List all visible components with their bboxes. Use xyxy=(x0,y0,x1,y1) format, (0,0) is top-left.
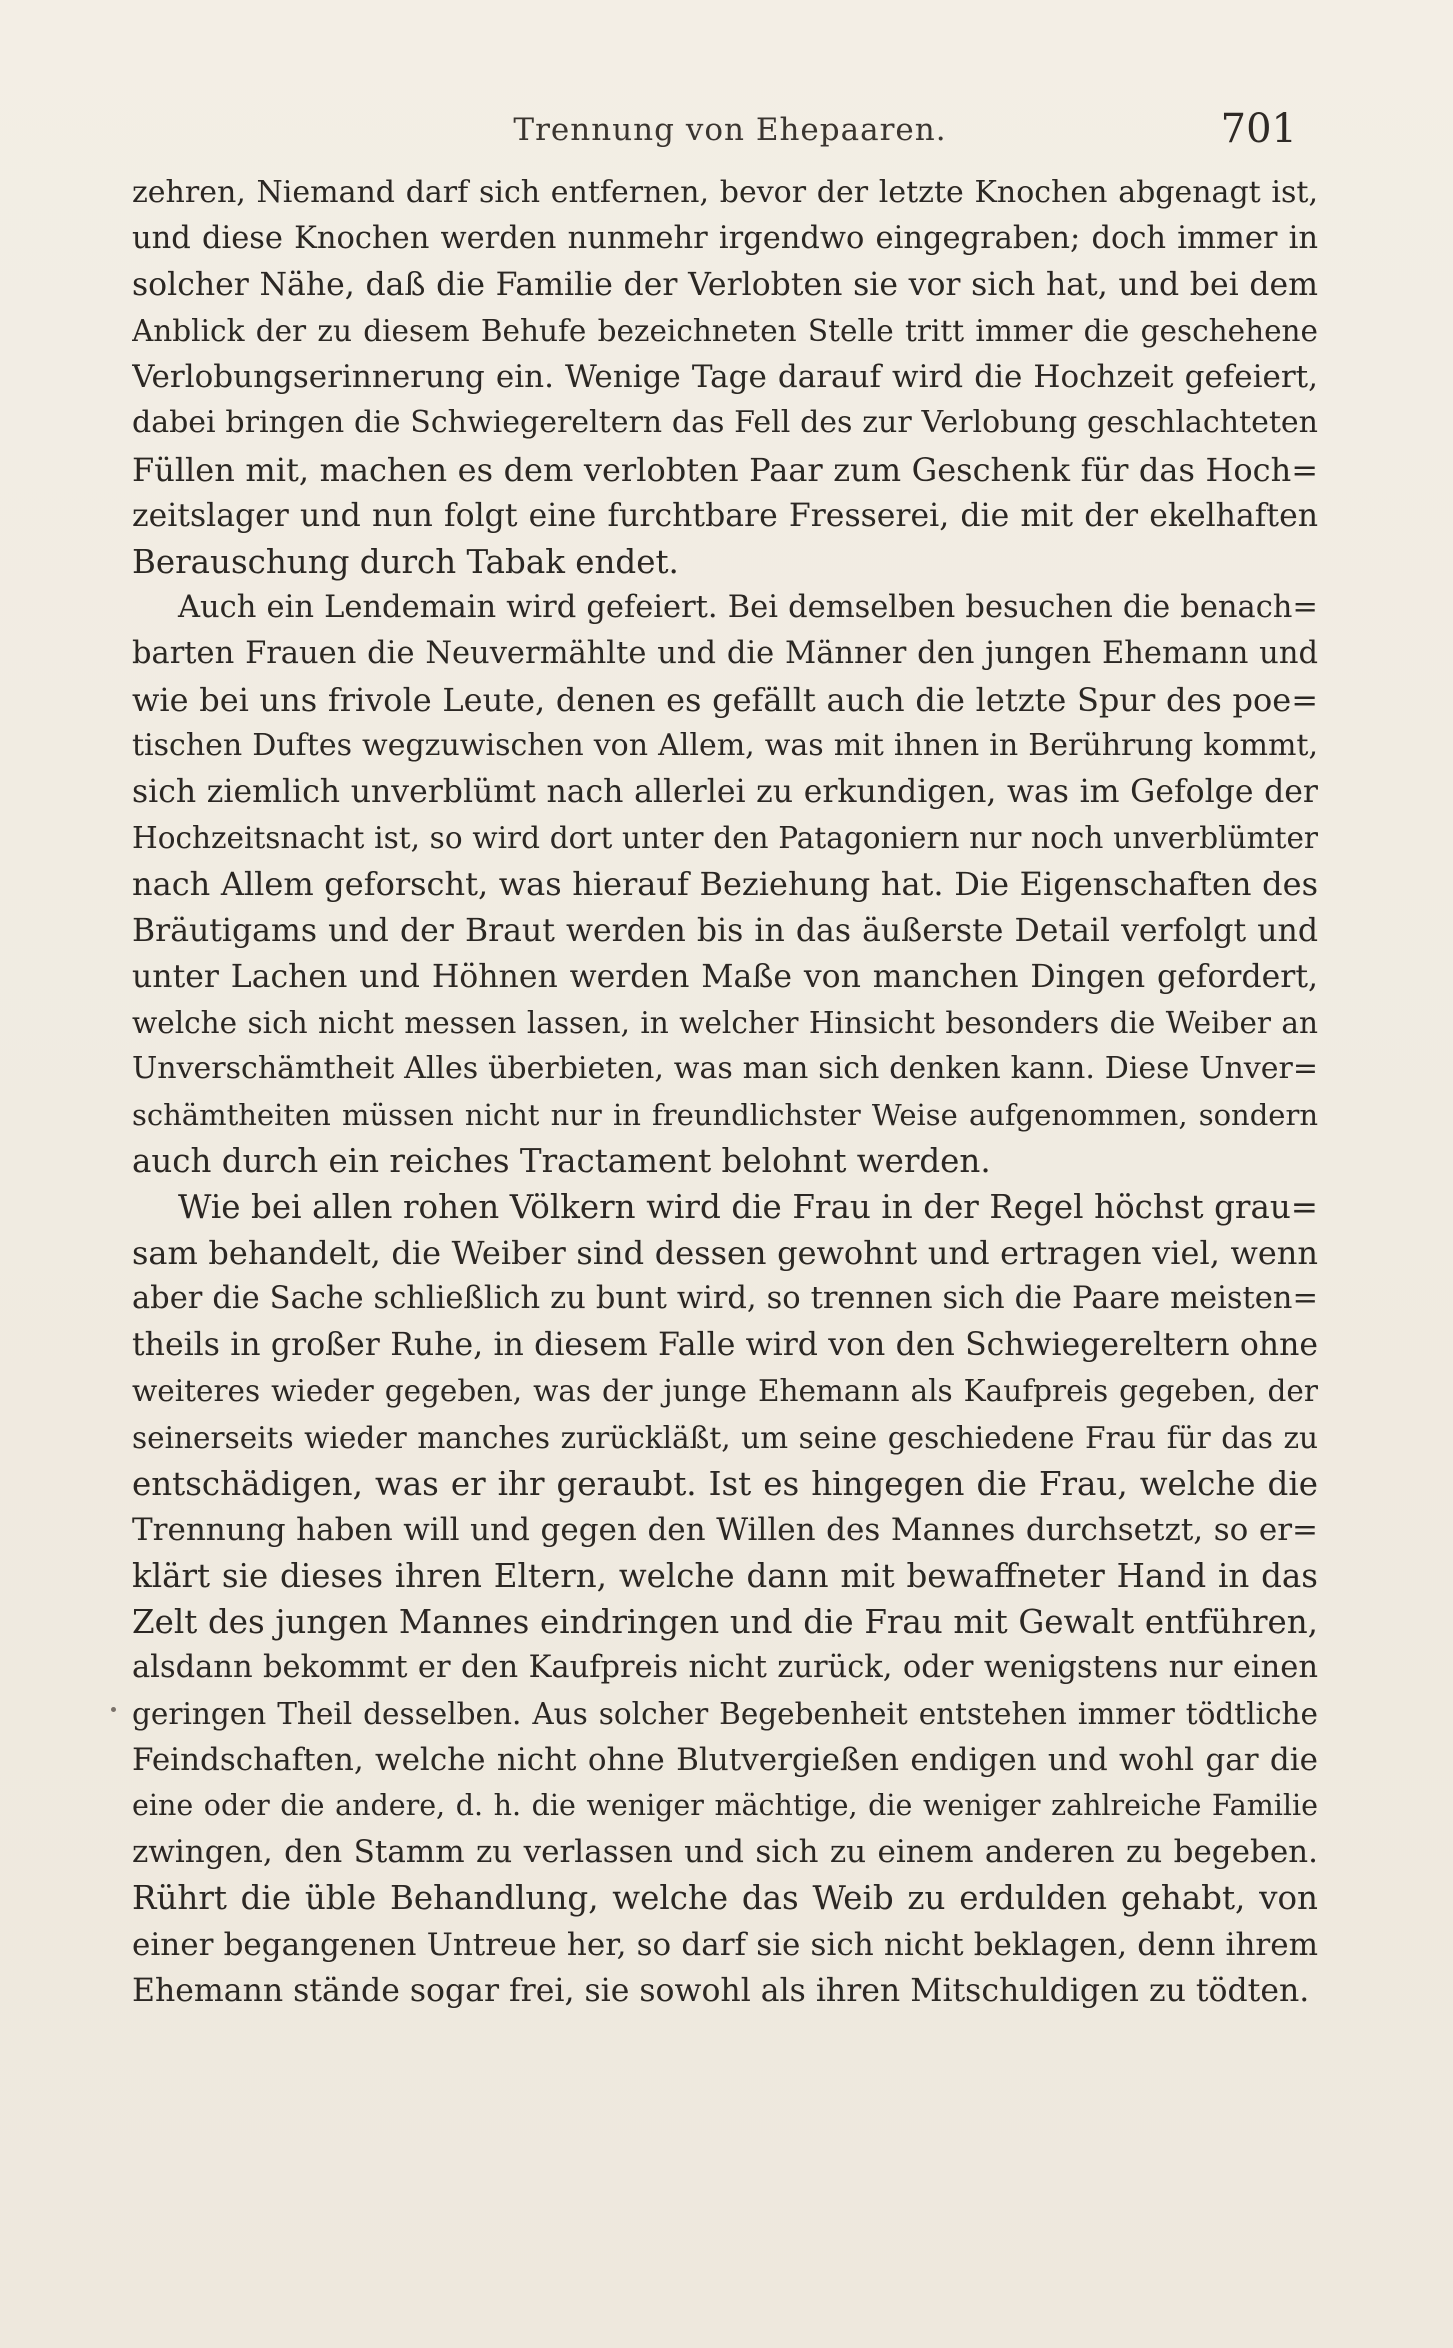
text-line: tischen Duftes wegzuwischen von Allem, was mit ihnen in Berührung kommt, xyxy=(132,728,1318,764)
text-line: Feindschaften, welche nicht ohne Blutvergießen endigen und wohl gar die xyxy=(132,1742,1318,1779)
paragraph-2 xyxy=(132,585,1318,1184)
text-line: theils in großer Ruhe, in diesem Falle wird von den Schwiegereltern ohne xyxy=(132,1327,1318,1364)
text-line: seinerseits wieder manches zurückläßt, um seine geschiedene Frau für das zu xyxy=(132,1420,1318,1455)
paragraph-1 xyxy=(132,170,1318,585)
text-line: Ehemann stände sogar frei, sie sowohl als ihren Mitschuldigen zu tödten. xyxy=(132,1972,1310,2009)
text-line: Verlobungserinnerung ein. Wenige Tage darauf wird die Hochzeit gefeiert, xyxy=(132,359,1318,396)
text-line: schämtheiten müssen nicht nur in freundlichster Weise aufgenommen, sondern xyxy=(132,1097,1318,1132)
text-line: geringen Theil desselben. Aus solcher Begebenheit entstehen immer tödtliche xyxy=(132,1697,1318,1732)
ink-speck xyxy=(111,1707,116,1712)
text-line: dabei bringen die Schwiegereltern das Fell des zur Verlobung geschlachteten xyxy=(132,405,1318,441)
page-number: 701 xyxy=(1220,106,1297,152)
text-line: Berauschung durch Tabak endet. xyxy=(132,542,679,581)
text-line: Auch ein Lendemain wird gefeiert. Bei demselben besuchen die benach= xyxy=(178,589,1318,625)
text-line: zeitslager und nun folgt eine furchtbare Fresserei, die mit der ekelhaften xyxy=(132,497,1318,534)
text-line: alsdann bekommt er den Kaufpreis nicht zurück, oder wenigstens nur einen xyxy=(132,1650,1318,1685)
text-line: zehren, Niemand darf sich entfernen, bevor der letzte Knochen abgenagt ist, xyxy=(132,175,1318,210)
text-line: Hochzeitsnacht ist, so wird dort unter den Patagoniern nur noch unverblümter xyxy=(132,821,1318,856)
running-head-title: Trennung von Ehepaaren. xyxy=(513,112,947,148)
text-line: wie bei uns frivole Leute, denen es gefällt auch die letzte Spur des poe= xyxy=(132,681,1318,720)
text-line: sam behandelt, die Weiber sind dessen gewohnt und ertragen viel, wenn xyxy=(132,1234,1318,1273)
text-line: entschädigen, was er ihr geraubt. Ist es hingegen die Frau, welche die xyxy=(132,1464,1318,1503)
text-line: Anblick der zu diesem Behufe bezeichneten Stelle tritt immer die geschehene xyxy=(132,314,1318,349)
text-line: solcher Nähe, daß die Familie der Verlobten sie vor sich hat, und bei dem xyxy=(132,267,1318,304)
text-line: auch durch ein reiches Tractament belohnt werden. xyxy=(132,1141,991,1180)
text-line: unter Lachen und Höhnen werden Maße von manchen Dingen gefordert, xyxy=(132,958,1318,995)
text-line: barten Frauen die Neuvermählte und die Männer den jungen Ehemann und xyxy=(132,635,1318,671)
text-line: Wie bei allen rohen Völkern wird die Frau in der Regel höchst grau= xyxy=(178,1188,1318,1227)
text-line: und diese Knochen werden nunmehr irgendwo eingegraben; doch immer in xyxy=(132,221,1318,257)
body-text xyxy=(132,170,1318,2014)
text-line: sich ziemlich unverblümt nach allerlei zu erkundigen, was im Gefolge der xyxy=(132,774,1318,811)
text-line: welche sich nicht messen lassen, in welcher Hinsicht besonders die Weiber an xyxy=(132,1005,1318,1040)
text-line: klärt sie dieses ihren Eltern, welche dann mit bewaffneter Hand in das xyxy=(132,1556,1318,1595)
text-line: einer begangenen Untreue her, so darf sie sich nicht beklagen, denn ihrem xyxy=(132,1926,1318,1963)
text-line: weiteres wieder gegeben, was der junge Ehemann als Kaufpreis gegeben, der xyxy=(132,1374,1318,1409)
paragraph-3 xyxy=(132,1184,1318,2014)
text-line: nach Allem geforscht, was hierauf Beziehung hat. Die Eigenschaften des xyxy=(132,865,1318,904)
text-line: eine oder die andere, d. h. die weniger mächtige, die weniger zahlreiche Familie xyxy=(132,1789,1318,1823)
text-line: aber die Sache schließlich zu bunt wird, so trennen sich die Paare meisten= xyxy=(132,1281,1318,1317)
text-line: Zelt des jungen Mannes eindringen und die Frau mit Gewalt entführen, xyxy=(132,1602,1318,1641)
text-line: Bräutigams und der Braut werden bis in das äußerste Detail verfolgt und xyxy=(132,912,1318,949)
text-line: Rührt die üble Behandlung, welche das Weib zu erdulden gehabt, von xyxy=(132,1879,1318,1918)
text-line: zwingen, den Stamm zu verlassen und sich zu einem anderen zu begeben. xyxy=(132,1834,1318,1871)
text-line: Unverschämtheit Alles überbieten, was man sich denken kann. Diese Unver= xyxy=(132,1050,1318,1086)
text-line: Füllen mit, machen es dem verlobten Paar zum Geschenk für das Hoch= xyxy=(132,450,1318,489)
text-line: Trennung haben will und gegen den Willen des Mannes durchsetzt, so er= xyxy=(132,1511,1318,1548)
